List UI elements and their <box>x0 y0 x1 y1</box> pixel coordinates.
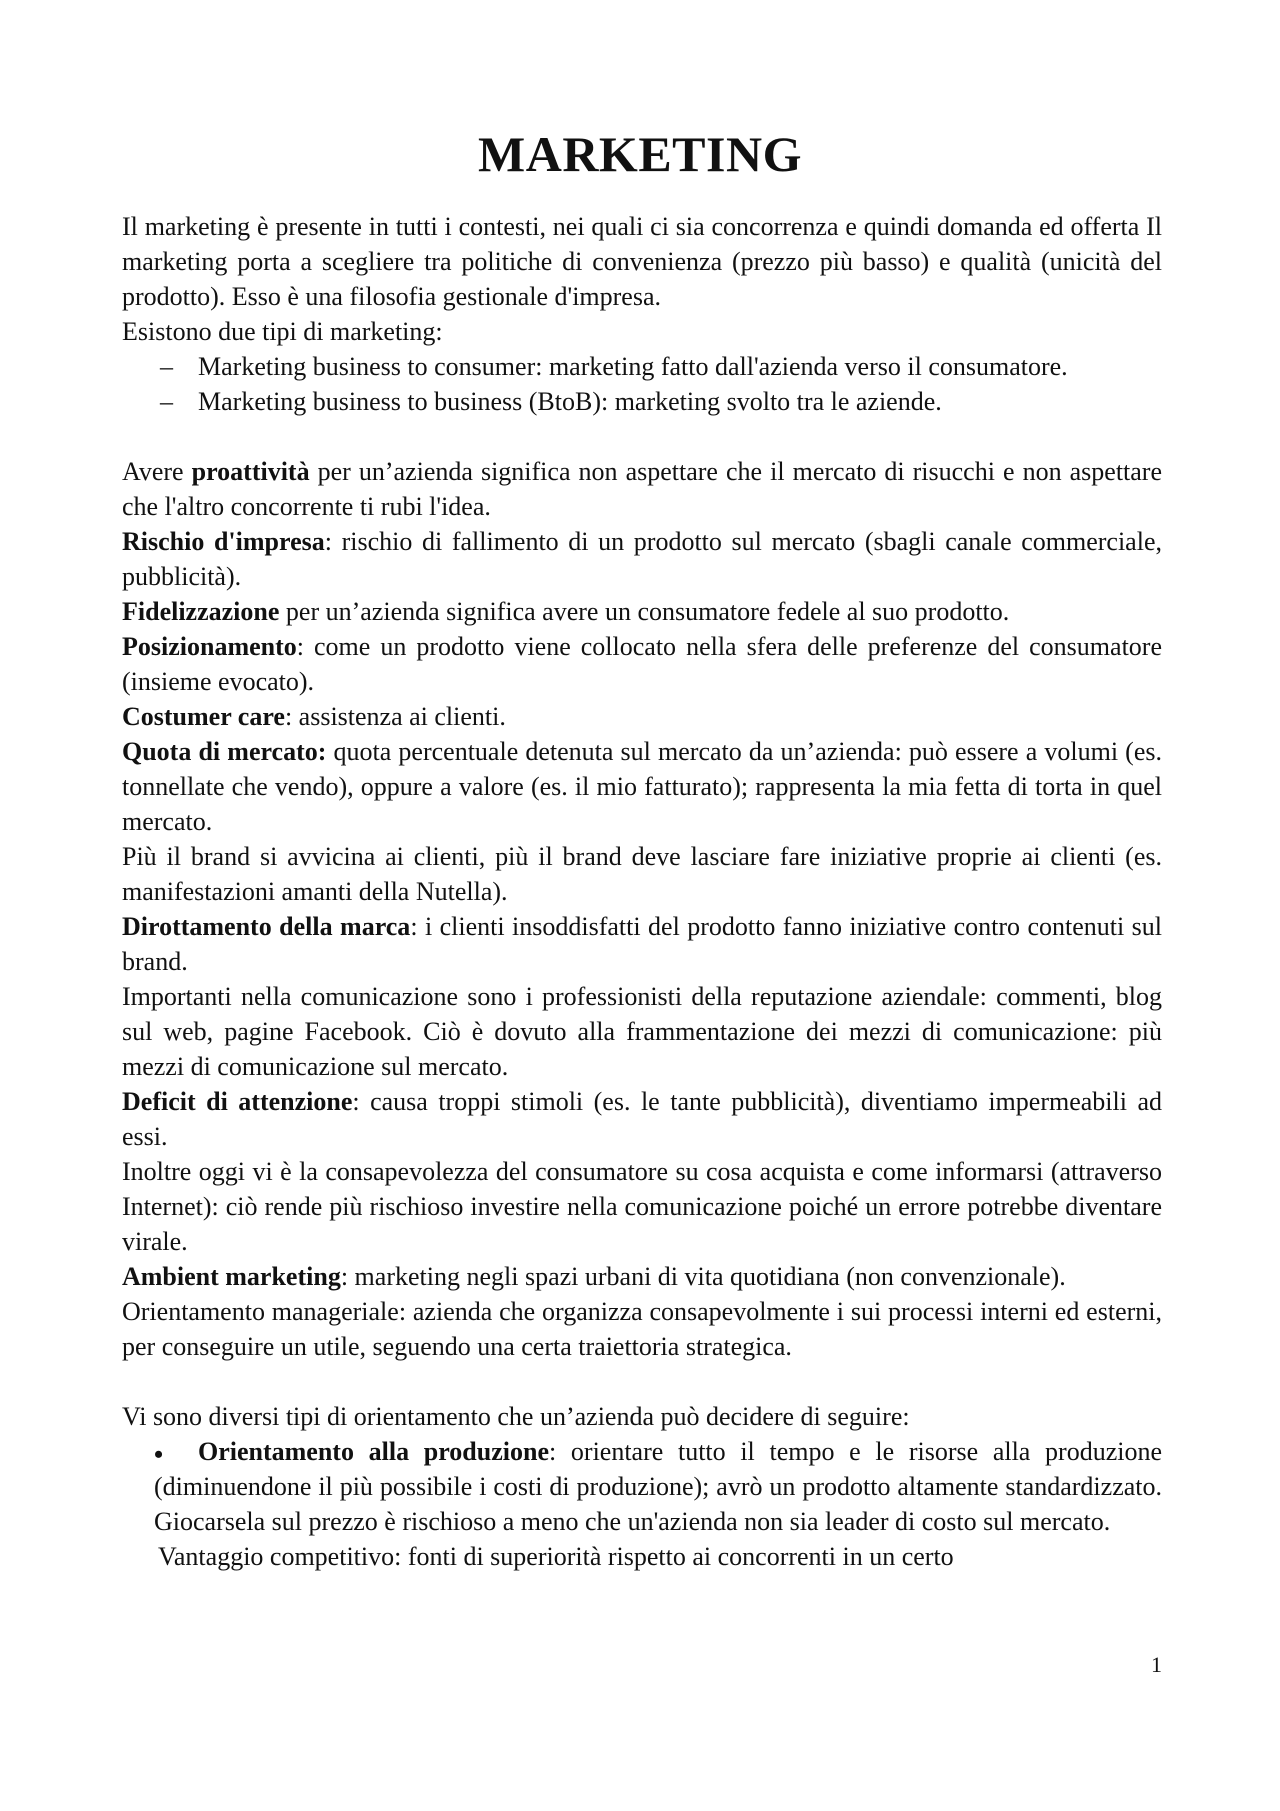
definition-term: Orientamento alla produzione <box>198 1437 549 1466</box>
text-paragraph: Più il brand si avvicina ai clienti, più il brand deve lasciare fare iniziative proprie ai clienti (es. manifestazioni amanti della Nutella). <box>122 842 1162 906</box>
definition-paragraph: Costumer care: assistenza ai clienti. <box>122 702 506 731</box>
orientation-list <box>122 1434 1162 1539</box>
definition-paragraph: Fidelizzazione per un’azienda significa avere un consumatore fedele al suo prodotto. <box>122 597 1010 626</box>
definition-paragraph: Ambient marketing: marketing negli spazi urbani di vita quotidiana (non convenzionale). <box>122 1262 1066 1291</box>
definition-paragraph: Quota di mercato: quota percentuale detenuta sul mercato da un’azienda: può essere a volumi (es. tonnellate che vendo), oppure a valore (es. il mio fatturato); rappresenta la mia fetta di torta in quel mercato. <box>122 737 1162 836</box>
document-body <box>122 209 1162 1574</box>
definition-term: Dirottamento della marca <box>122 912 411 941</box>
definition-paragraph: Posizionamento: come un prodotto viene collocato nella sfera delle preferenze del consumatore (insieme evocato). <box>122 632 1162 696</box>
page-title: MARKETING <box>478 126 802 182</box>
list-item <box>154 1434 1162 1539</box>
definition-term: Rischio d'impresa <box>122 527 325 556</box>
dash-marker: – <box>160 352 173 381</box>
dash-marker: – <box>160 387 173 416</box>
bullet-marker: • <box>154 1440 164 1469</box>
definition-paragraph: Deficit di attenzione: causa troppi stimoli (es. le tante pubblicità), diventiamo impermeabili ad essi. <box>122 1087 1162 1151</box>
definition-paragraph: Dirottamento della marca: i clienti insoddisfatti del prodotto fanno iniziative contro contenuti sul brand. <box>122 912 1163 976</box>
text-paragraph: Inoltre oggi vi è la consapevolezza del consumatore su cosa acquista e come informarsi (attraverso Internet): ciò rende più rischioso investire nella comunicazione poiché un errore potrebbe diventare virale. <box>122 1157 1162 1256</box>
list-item-text: Marketing business to consumer: marketing fatto dall'azienda verso il consumatore. <box>198 352 1068 381</box>
definition-paragraph: Avere proattività per un’azienda significa non aspettare che il mercato di risucchi e non aspettare che l'altro concorrente ti rubi l'idea. <box>122 457 1163 521</box>
definition-term: Deficit di attenzione <box>122 1087 353 1116</box>
definition-term: Posizionamento <box>122 632 297 661</box>
text-paragraph: Importanti nella comunicazione sono i professionisti della reputazione aziendale: commenti, blog sul web, pagine Facebook. Ciò è dovuto alla frammentazione dei mezzi di comunicazione: più mezzi di comunicazione sul mercato. <box>122 982 1162 1081</box>
list-item <box>160 384 1162 419</box>
definition-term: Quota di mercato: <box>122 737 327 766</box>
text-paragraph: Vantaggio competitivo: fonti di superiorità rispetto ai concorrenti in un certo <box>158 1542 954 1571</box>
page-number: 1 <box>1151 1652 1162 1677</box>
list-item <box>160 349 1162 384</box>
intro-paragraph: Il marketing è presente in tutti i contesti, nei quali ci sia concorrenza e quindi domanda ed offerta Il marketing porta a scegliere tra politiche di convenienza (prezzo più basso) e qualità (unicità del prodotto). Esso è una filosofia gestionale d'impresa. <box>122 212 1162 311</box>
definition-paragraph: Rischio d'impresa: rischio di fallimento di un prodotto sul mercato (sbagli canale commerciale, pubblicità). <box>122 527 1162 591</box>
marketing-types-list <box>122 349 1162 419</box>
list-item-text: : orientare tutto il tempo e le risorse alla produzione (diminuendone il più possibile i costi di produzione); avrò un prodotto altamente standardizzato. Giocarsela sul prezzo è rischioso a meno che un'azienda non sia leader di costo sul mercato. <box>154 1437 1162 1536</box>
definition-term: Fidelizzazione <box>122 597 280 626</box>
orientation-intro: Vi sono diversi tipi di orientamento che un’azienda può decidere di seguire: <box>122 1402 910 1431</box>
text-paragraph: Orientamento manageriale: azienda che organizza consapevolmente i sui processi interni ed esterni, per conseguire un utile, seguendo una certa traiettoria strategica. <box>122 1297 1162 1361</box>
definition-term: proattività <box>191 457 310 486</box>
definition-term: Ambient marketing <box>122 1262 341 1291</box>
definition-term: Costumer care <box>122 702 285 731</box>
list-item-text: Marketing business to business (BtoB): marketing svolto tra le aziende. <box>198 387 942 416</box>
types-intro: Esistono due tipi di marketing: <box>122 317 443 346</box>
